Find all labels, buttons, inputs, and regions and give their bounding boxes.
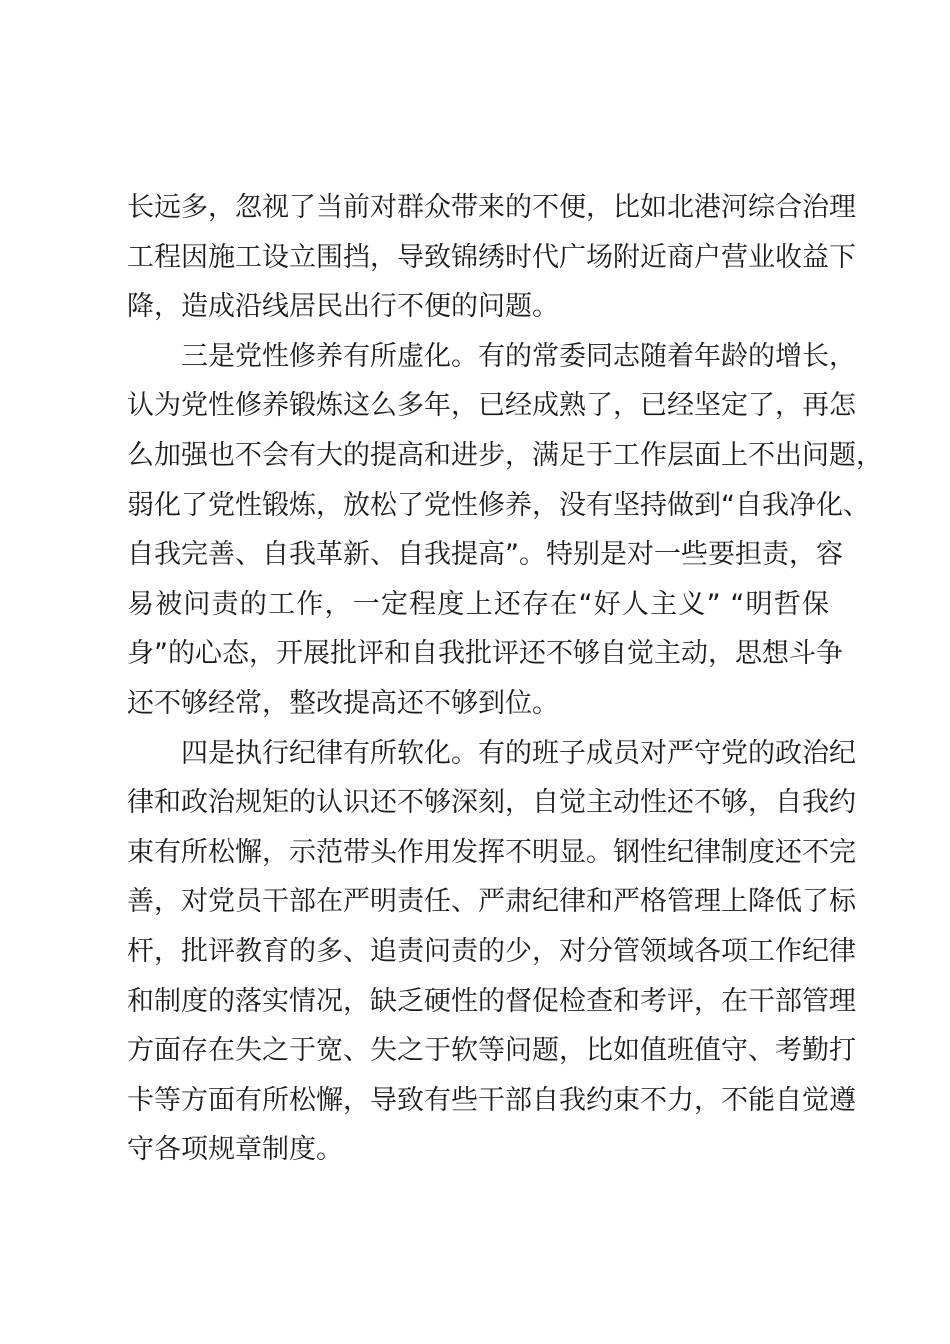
- text-line: 认为党性修养锻炼这么多年，已经成熟了，已经坚定了，再怎: [127, 390, 856, 422]
- text-line: 四是执行纪律有所软化。有的班子成员对严守党的政治纪: [181, 737, 856, 769]
- text-line: 降，造成沿线居民出行不便的问题。: [127, 291, 559, 323]
- text-line: 卡等方面有所松懈，导致有些干部自我约束不力，不能自觉遵: [127, 1084, 856, 1116]
- text-line: 身”的心态，开展批评和自我批评还不够自觉主动，思想斗争: [127, 638, 843, 670]
- text-line: 还不够经常，整改提高还不够到位。: [127, 687, 559, 719]
- text-line: 方面存在失之于宽、失之于软等问题，比如值班值守、考勤打: [127, 1035, 856, 1067]
- paragraph-2: [127, 332, 883, 729]
- text-line: 守各项规章制度。: [127, 1134, 343, 1166]
- text-line: 和制度的落实情况，缺乏硬性的督促检查和考评，在干部管理: [127, 985, 856, 1017]
- text-line: 自我完善、自我革新、自我提高”。特别是对一些要担责，容: [127, 539, 843, 571]
- paragraph-1: [127, 183, 856, 332]
- text-line: 易被问责的工作，一定程度上还存在“好人主义” “明哲保: [127, 588, 829, 620]
- text-line: 三是党性修养有所虚化。有的常委同志随着年龄的增长，: [181, 340, 856, 372]
- text-line: 么加强也不会有大的提高和进步，满足于工作层面上不出问题，: [127, 439, 883, 471]
- text-line: 束有所松懈，示范带头作用发挥不明显。钢性纪律制度还不完: [127, 836, 856, 868]
- text-line: 杆，批评教育的多、追责问责的少，对分管领域各项工作纪律: [127, 935, 856, 967]
- text-line: 善，对党员干部在严明责任、严肃纪律和严格管理上降低了标: [127, 886, 856, 918]
- paragraph-3: [127, 729, 856, 1175]
- text-line: 律和政治规矩的认识还不够深刻，自觉主动性还不够，自我约: [127, 787, 856, 819]
- text-line: 长远多，忽视了当前对群众带来的不便，比如北港河综合治理: [127, 192, 856, 223]
- document-body: [127, 183, 883, 1175]
- text-line: 工程因施工设立围挡，导致锦绣时代广场附近商户营业收益下: [127, 241, 856, 273]
- text-line: 弱化了党性锻炼，放松了党性修养，没有坚持做到“自我净化、: [127, 489, 870, 521]
